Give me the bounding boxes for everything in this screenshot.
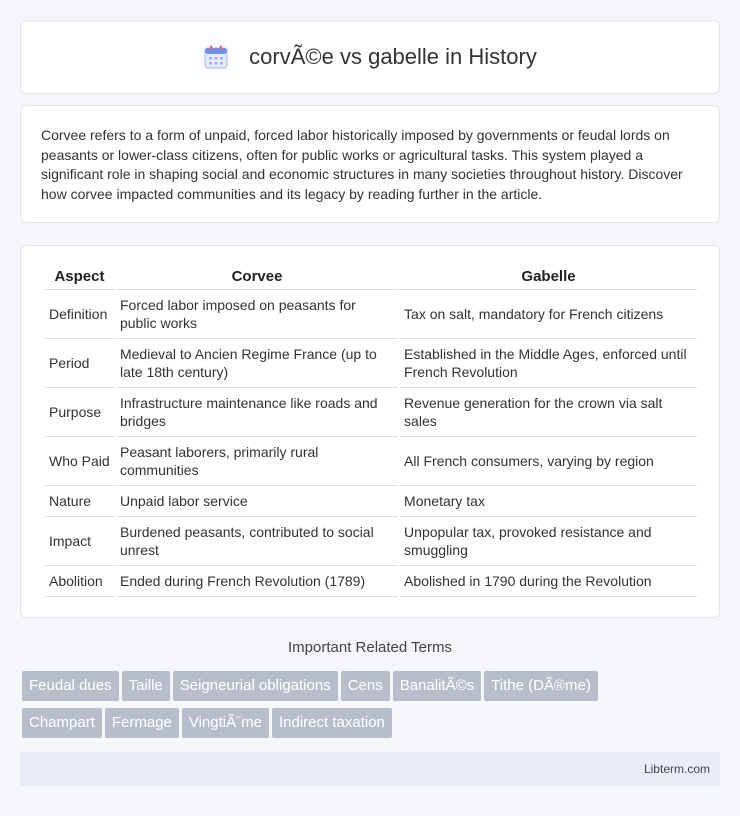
- row-corvee: Peasant laborers, primarily rural communities: [116, 437, 398, 486]
- table-row: [45, 486, 697, 517]
- header-aspect: Aspect: [45, 264, 114, 290]
- table-row: [45, 339, 697, 388]
- tag-vingtieme[interactable]: VingtiÃ¨me: [182, 708, 269, 738]
- tag-champart[interactable]: Champart: [22, 708, 102, 738]
- row-corvee: Ended during French Revolution (1789): [116, 566, 398, 597]
- tag-tithe[interactable]: Tithe (DÃ®me): [484, 671, 598, 701]
- row-corvee: Unpaid labor service: [116, 486, 398, 517]
- tag-taille[interactable]: Taille: [122, 671, 170, 701]
- comparison-table: [43, 264, 699, 597]
- page-title: corvÃ©e vs gabelle in History: [249, 44, 537, 69]
- footer: [20, 752, 720, 786]
- row-aspect: Abolition: [45, 566, 114, 597]
- row-aspect: Nature: [45, 486, 114, 517]
- intro-text: Corvee refers to a form of unpaid, forced labor historically imposed by governments or feudal lords on peasants or lower-class citizens, often for public works or agricultural tasks. This system played a significant role in shaping social and economic structures in many societies throughout history. Discover how corvee impacted communities and its legacy by reading further in the article.: [41, 127, 683, 202]
- row-aspect: Purpose: [45, 388, 114, 437]
- title-card: [20, 20, 720, 94]
- related-terms-title: Important Related Terms: [288, 639, 452, 656]
- table-row: [45, 388, 697, 437]
- table-row: [45, 517, 697, 566]
- row-gabelle: Abolished in 1790 during the Revolution: [400, 566, 697, 597]
- row-gabelle: Tax on salt, mandatory for French citizens: [400, 290, 697, 339]
- tag-indirect-taxation[interactable]: Indirect taxation: [272, 708, 392, 738]
- row-aspect: Definition: [45, 290, 114, 339]
- calendar-icon: [203, 44, 229, 70]
- header-corvee: Corvee: [116, 264, 398, 290]
- tag-fermage[interactable]: Fermage: [105, 708, 179, 738]
- footer-brand-link[interactable]: Libterm.com: [643, 762, 710, 776]
- row-corvee: Burdened peasants, contributed to social unrest: [116, 517, 398, 566]
- row-gabelle: Monetary tax: [400, 486, 697, 517]
- row-corvee: Infrastructure maintenance like roads and bridges: [116, 388, 398, 437]
- comparison-card: [20, 245, 720, 618]
- table-row: [45, 290, 697, 339]
- related-tags: [22, 671, 722, 745]
- row-corvee: Forced labor imposed on peasants for public works: [116, 290, 398, 339]
- header-gabelle: Gabelle: [400, 264, 697, 290]
- intro-card: [20, 105, 720, 223]
- row-corvee: Medieval to Ancien Regime France (up to late 18th century): [116, 339, 398, 388]
- row-aspect: Impact: [45, 517, 114, 566]
- tag-banalites[interactable]: BanalitÃ©s: [393, 671, 481, 701]
- tag-cens[interactable]: Cens: [341, 671, 390, 701]
- table-row: [45, 566, 697, 597]
- row-gabelle: Revenue generation for the crown via salt sales: [400, 388, 697, 437]
- row-gabelle: Unpopular tax, provoked resistance and smuggling: [400, 517, 697, 566]
- tag-feudal-dues[interactable]: Feudal dues: [22, 671, 119, 701]
- row-aspect: Who Paid: [45, 437, 114, 486]
- row-aspect: Period: [45, 339, 114, 388]
- tag-seigneurial-obligations[interactable]: Seigneurial obligations: [173, 671, 338, 701]
- table-row: [45, 437, 697, 486]
- row-gabelle: Established in the Middle Ages, enforced until French Revolution: [400, 339, 697, 388]
- row-gabelle: All French consumers, varying by region: [400, 437, 697, 486]
